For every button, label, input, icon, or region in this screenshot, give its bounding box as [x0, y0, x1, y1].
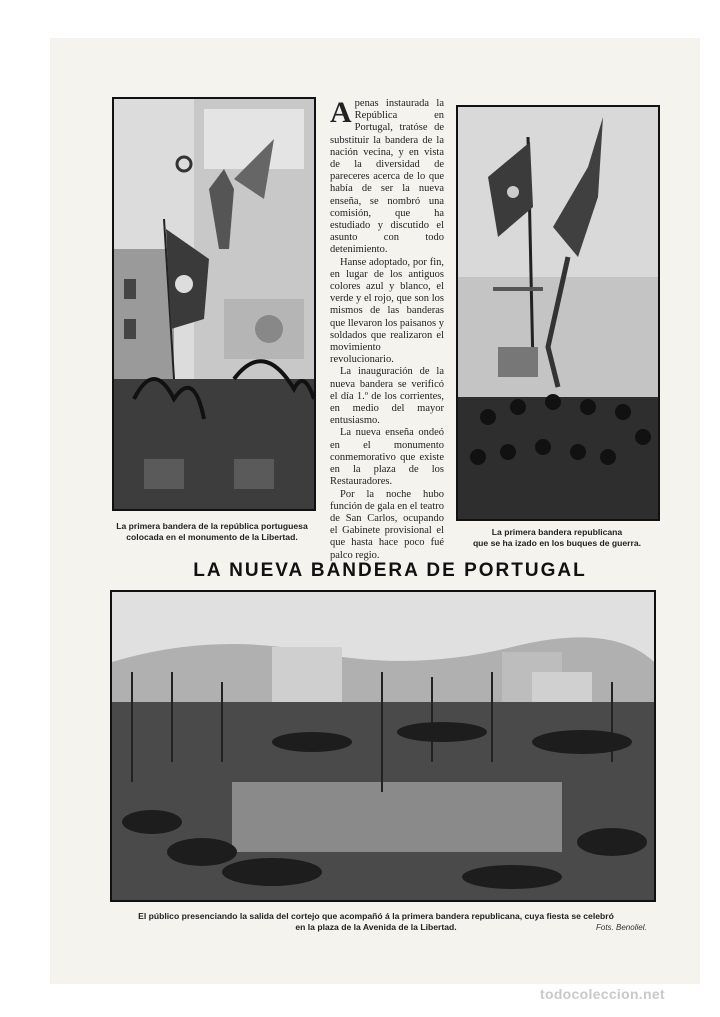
right-caption-line-1: La primera bandera republicana — [491, 527, 623, 537]
crowd-plaza-photo — [110, 590, 656, 902]
watermark: todocoleccion.net — [540, 986, 665, 1002]
article-text — [330, 98, 444, 562]
monument-flag-photo — [112, 97, 316, 511]
warship-flag-photo — [456, 105, 660, 521]
left-caption-line-1: La primera bandera de la república portuguesa — [116, 521, 308, 531]
left-photo-caption — [106, 521, 318, 543]
bottom-caption-line-1: El público presenciando la salida del cortejo que acompañó á la primera bandera republicana, cuya fiesta se celebró — [138, 911, 614, 921]
article-paragraph-4: La nueva enseña ondeó en el monumento conmemorativo que existe en la plaza de los Restauradores. — [330, 427, 444, 488]
page-headline: LA NUEVA BANDERA DE PORTUGAL — [193, 560, 587, 581]
article-paragraph-1-text: penas instaurada la República en Portugal, tratóse de substituir la bandera de la nación vecina, y en vista de la diversidad de pareceres acerca de lo que había de ser la nueva enseña, se nombró una comisión, que ha estudiado y discutido el asunto con todo detenimiento. — [330, 98, 444, 256]
article-paragraph-3: La inauguración de la nueva bandera se verificó el día 1.º de los corrientes, en medio del mayor entusiasmo. — [330, 366, 444, 427]
right-caption-line-2: que se ha izado en los buques de guerra. — [472, 538, 642, 548]
article-paragraph-2: Hanse adoptado, por fin, en lugar de los antiguos colores azul y blanco, el verde y el rojo, que son los mismos de las banderas que llevaron los paisanos y soldados que realizaron el movimiento revolucionario. — [330, 256, 444, 366]
article-paragraph-5: Por la noche hubo función de gala en el teatro de San Carlos, ocupando el Gabinete provisional el que hasta hace poco fué palco regio. — [330, 488, 444, 561]
left-caption-line-2: colocada en el monumento de la Libertad. — [126, 532, 298, 542]
photo-credit: Fots. Benoliel. — [596, 923, 647, 932]
article-paragraph — [330, 98, 444, 257]
right-photo-caption — [462, 527, 652, 549]
drop-cap: A — [330, 96, 352, 129]
bottom-photo-caption — [76, 911, 676, 933]
bottom-caption-line-2: en la plaza de la Avenida de la Libertad. — [295, 922, 457, 932]
